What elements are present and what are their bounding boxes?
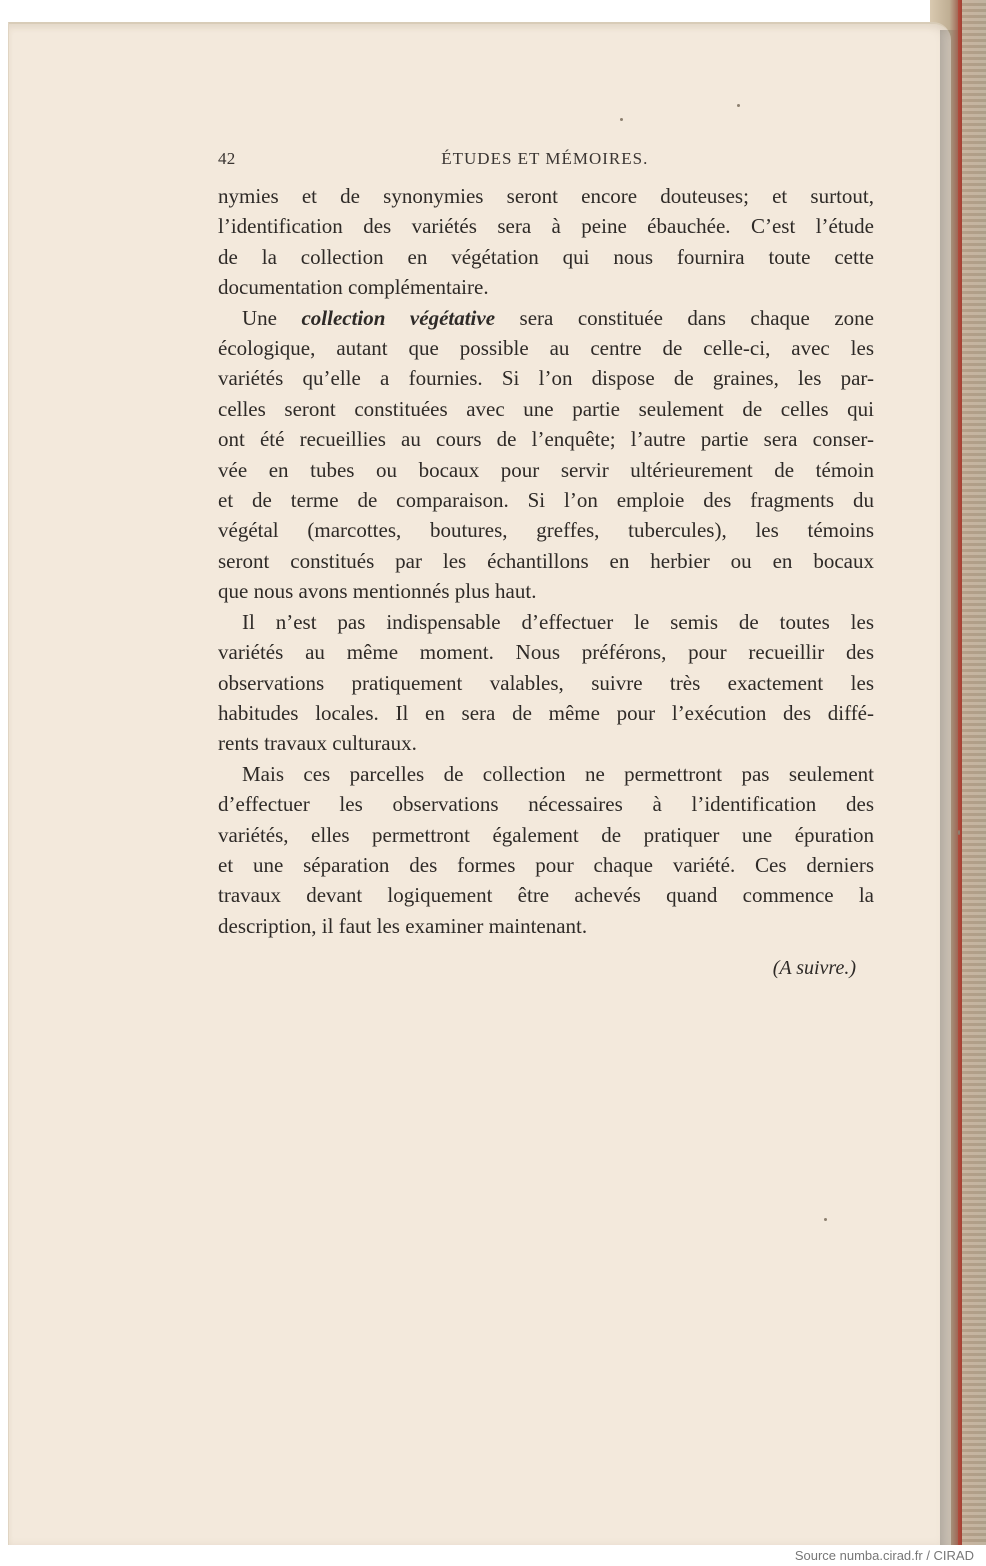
running-head: [218, 145, 874, 181]
page-shadow: [940, 30, 960, 1545]
text-line: variétés, elles permettront également de pratiquer une épuration: [218, 822, 874, 847]
text-line: Mais ces parcelles de collection ne permettront pas seulement: [242, 761, 874, 786]
text-line: variétés qu’elle a fournies. Si l’on dispose de graines, les par-: [218, 366, 874, 391]
text-line: écologique, autant que possible au centre de celle-ci, avec les: [218, 336, 874, 361]
text-line: celles seront constituées avec une partie seulement de celles qui: [218, 396, 874, 421]
text-line: ont été recueillies au cours de l’enquête; l’autre partie sera conser-: [218, 427, 874, 452]
text-line: l’identification des variétés sera à peine ébauchée. C’est l’étude: [218, 214, 874, 239]
source-credit: Source numba.cirad.fr / CIRAD: [794, 1548, 974, 1563]
text-line: et une séparation des formes pour chaque variété. Ces derniers: [218, 852, 874, 877]
text-line: travaux devant logiquement être achevés quand commence la: [218, 883, 874, 908]
text-line: documentation complémentaire.: [218, 275, 489, 300]
text-line: de la collection en végétation qui nous fournira toute cette: [218, 244, 874, 269]
text-line: et de terme de comparaison. Si l’on emploie des fragments du: [218, 488, 874, 513]
text-line: que nous avons mentionnés plus haut.: [218, 579, 537, 604]
text-line: variétés au même moment. Nous préférons, pour recueillir des: [218, 640, 874, 665]
text-line: description, il faut les examiner maintenant.: [218, 913, 588, 938]
text-line: vée en tubes ou bocaux pour servir ultérieurement de témoin: [218, 457, 874, 482]
lead-word: Une: [242, 305, 302, 330]
paragraph-2: [218, 303, 874, 607]
italic-term: collection végétative: [301, 305, 496, 330]
text-line: [218, 303, 874, 333]
paper-speck: [958, 830, 960, 835]
text-line: végétal (marcottes, boutures, greffes, tubercules), les témoins: [218, 518, 874, 543]
to-be-continued: (A suivre.): [772, 957, 856, 980]
paragraph-3: [218, 607, 874, 759]
page-number: 42: [218, 149, 236, 168]
line-rest: sera constituée dans chaque zone: [495, 305, 874, 330]
text-line: observations pratiquement valables, suivre très exactement les: [218, 670, 874, 695]
paper-speck: [620, 118, 623, 121]
paragraph-4: [218, 759, 874, 941]
book-board: [962, 0, 986, 1545]
text-line: rents travaux culturaux.: [218, 731, 417, 756]
text-line: nymies et de synonymies seront encore douteuses; et surtout,: [218, 184, 874, 208]
paper-speck: [824, 1218, 827, 1221]
text-line: habitudes locales. Il en sera de même pour l’exécution des diffé-: [218, 700, 874, 725]
paragraph-1: [218, 181, 874, 303]
text-line: Il n’est pas indispensable d’effectuer le semis de toutes les: [242, 609, 874, 634]
running-title: ÉTUDES ET MÉMOIRES.: [441, 149, 649, 168]
page-text: [218, 145, 874, 980]
text-line: d’effectuer les observations nécessaires à l’identification des: [218, 792, 874, 817]
paper-speck: [737, 104, 740, 107]
text-line: seront constitués par les échantillons en herbier ou en bocaux: [218, 548, 874, 573]
